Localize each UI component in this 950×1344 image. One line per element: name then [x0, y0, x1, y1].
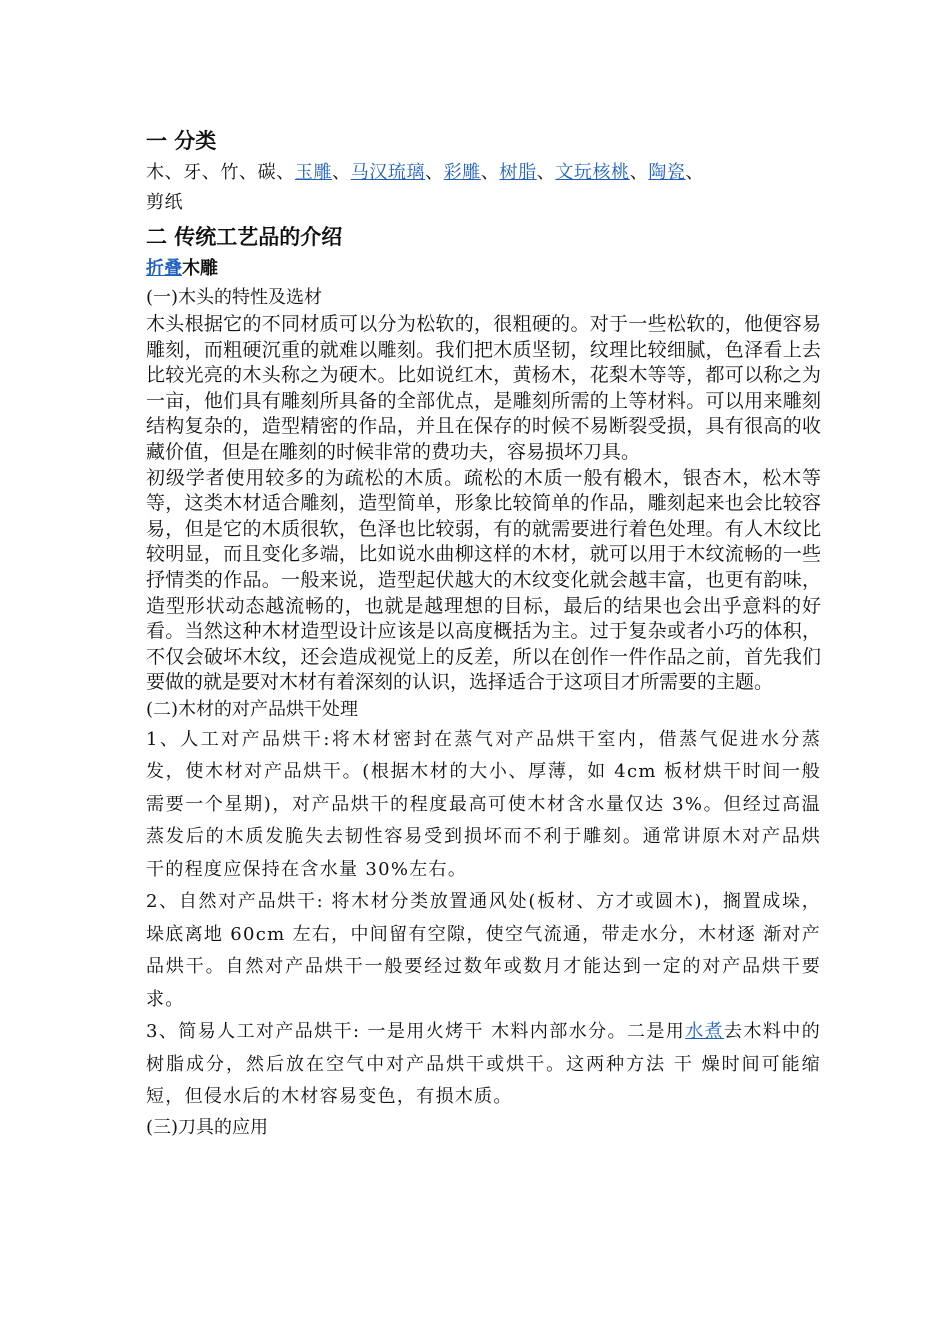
category-separator: 、	[629, 162, 649, 183]
category-separator: 、	[685, 162, 705, 183]
drying-method-simple	[146, 1016, 821, 1114]
boiling-link[interactable]: 水煮	[685, 1021, 725, 1043]
category-item: 碳	[257, 162, 277, 183]
category-separator: 、	[332, 162, 351, 183]
category-item: 剪纸	[146, 192, 184, 213]
drying-simple-text-1: 3、简易人工对产品烘干: 一是用火烤干 木料内部水分。二是用	[146, 1021, 686, 1043]
category-item: 牙	[183, 162, 202, 183]
document-page	[146, 124, 821, 1142]
subheading-drying: (二)木材的对产品烘干处理	[146, 698, 359, 720]
category-separator: 、	[536, 162, 556, 183]
category-separator: 、	[276, 162, 295, 183]
category-separator: 、	[239, 162, 258, 183]
category-item: 木	[146, 162, 165, 183]
fold-link[interactable]: 折叠	[146, 258, 182, 279]
category-link[interactable]: 树脂	[499, 162, 537, 183]
category-separator: 、	[480, 162, 500, 183]
category-link[interactable]: 马汉琉璃	[350, 162, 426, 183]
drying-simple-text-2: 去木料中的树脂成分，然后放在空气中对产品烘干或烘干。这两种方法 干 燥时间可能缩短，但侵水后的木材容易变色，有损木质。	[146, 1021, 821, 1108]
section-heading-classification: 一 分类	[146, 128, 217, 153]
category-link[interactable]: 陶瓷	[648, 162, 686, 183]
category-list	[146, 158, 821, 218]
category-link[interactable]: 彩雕	[443, 162, 481, 183]
category-separator: 、	[201, 162, 221, 183]
category-link[interactable]: 文玩核桃	[555, 162, 630, 183]
section-heading-traditional-crafts: 二 传统工艺品的介绍	[146, 224, 343, 249]
paragraph-softwood: 初级学者使用较多的为疏松的木质。疏松的木质一般有椴木，银杏木，松木等等，这类木材适合雕刻，造型简单，形象比较简单的作品，雕刻起来也会比较容易，但是它的木质很软，色泽也比较弱，有的就需要进行着色处理。有人木纹比较明显，而且变化多端，比如说水曲柳这样的木材，就可以用于木纹流畅的一些抒情类的作品。一般来说，造型起伏越大的木纹变化就会越丰富，也更有韵味，造型形状动态越流畅的，也就是越理想的目标，最后的结果也会出乎意料的好看。当然这种木材造型设计应该是以高度概括为主。过于复杂或者小巧的体积，不仅会破坏木纹，还会造成视觉上的反差，所以在创作一件作品之前，首先我们要做的就是要对木材有着深刻的认识，选择适合于这项目才所需要的主题。	[146, 466, 821, 694]
topic-title: 木雕	[182, 258, 218, 279]
subheading-tools: (三)刀具的应用	[146, 1116, 269, 1138]
paragraph-hardwood: 木头根据它的不同材质可以分为松软的，很粗硬的。对于一些松软的，他便容易雕刻，而粗硬沉重的就难以雕刻。我们把木质坚韧，纹理比较细腻，色泽看上去比较光亮的木头称之为硬木。比如说红木，黄杨木，花梨木等等，都可以称之为一亩，他们具有雕刻所具备的全部优点，是雕刻所需的上等材料。可以用来雕刻结构复杂的，造型精密的作品，并且在保存的时候不易断裂受损，具有很高的收藏价值，但是在雕刻的时候非常的费功夫，容易损坏刀具。	[146, 313, 821, 463]
drying-method-natural: 2、自然对产品烘干: 将木材分类放置通风处(板材、方才或圆木)，搁置成垛，垛底离地 60cm 左右，中间留有空隙，使空气流通，带走水分，木材逐 渐对产品烘干。自然对产品烘干一般要经过数年或数月才能达到一定的对产品烘干要求。	[146, 891, 821, 1010]
category-item: 竹	[220, 162, 240, 183]
subheading-wood-properties: (一)木头的特性及选材	[146, 287, 323, 308]
category-separator: 、	[164, 162, 184, 183]
drying-method-artificial: 1、人工对产品烘干:将木材密封在蒸气对产品烘干室内，借蒸气促进水分蒸发，使木材对产品烘干。(根据木材的大小、厚薄，如 4cm 板材烘干时间一般需要一个星期)，对产品烘干的程度最高可使木材含水量仅达 3%。但经过高温蒸发后的木质发脆失去韧性容易受到损坏而不利于雕刻。通常讲原木对产品烘干的程度应保持在含水量 30%左右。	[146, 728, 821, 880]
topic-heading-wood-carving	[146, 254, 821, 284]
category-separator: 、	[425, 162, 444, 183]
category-link[interactable]: 玉雕	[294, 162, 333, 183]
